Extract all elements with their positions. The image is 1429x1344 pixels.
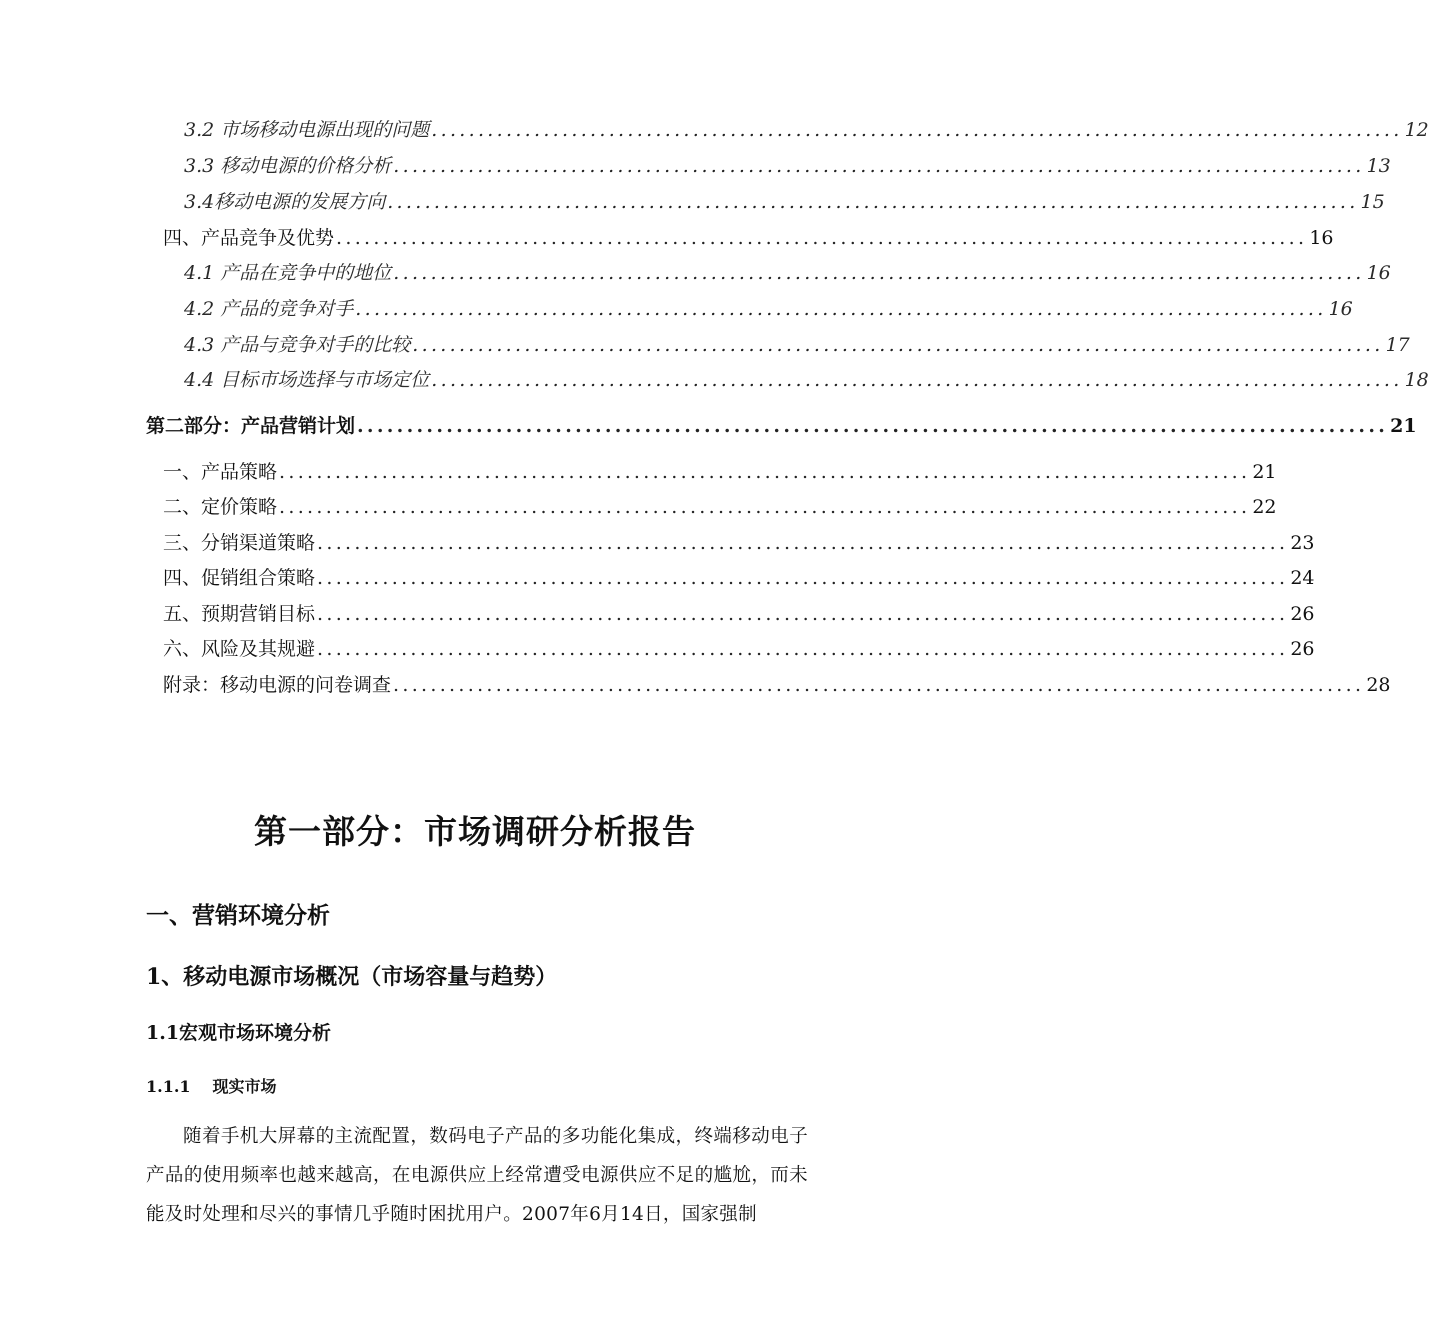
toc-entry-page: 21 xyxy=(1390,415,1417,437)
subsection-heading: 1、移动电源市场概况（市场容量与趋势） xyxy=(146,964,558,990)
toc-entry-page: 16 xyxy=(1366,262,1391,284)
toc-leader-dots: ........................................................................................................ xyxy=(431,119,1403,141)
toc-entry[interactable] xyxy=(184,149,1391,183)
minor-heading-text: 现实市场 xyxy=(212,1077,277,1096)
toc-entry-label: 3.4移动电源的发展方向 xyxy=(184,191,386,213)
toc-leader-dots: ........................................................................................................ xyxy=(387,191,1359,213)
toc-entry[interactable] xyxy=(163,455,1277,489)
toc-entry-label: 4.4 目标市场选择与市场定位 xyxy=(184,369,430,391)
toc-entry[interactable] xyxy=(163,490,1277,524)
toc-entry-label: 三、分销渠道策略 xyxy=(163,532,316,554)
toc-leader-dots: ........................................................................................................ xyxy=(393,155,1365,177)
subsubsection-heading: 1.1宏观市场环境分析 xyxy=(146,1022,332,1044)
toc-leader-dots: ........................................................................................................ xyxy=(355,298,1327,320)
toc-entry-label: 第二部分：产品营销计划 xyxy=(146,415,356,437)
toc-entry-page: 17 xyxy=(1385,334,1410,356)
toc-leader-dots: ........................................................................................................ xyxy=(279,461,1251,483)
toc-entry-page: 18 xyxy=(1404,369,1429,391)
toc-entry-page: 28 xyxy=(1366,674,1391,696)
toc-entry-label: 4.2 产品的竞争对手 xyxy=(184,298,354,320)
toc-entry-page: 13 xyxy=(1366,155,1391,177)
toc-entry[interactable] xyxy=(163,526,1315,560)
section-heading: 一、营销环境分析 xyxy=(146,902,330,929)
toc-leader-dots: ........................................................................................................ xyxy=(357,415,1389,437)
toc-leader-dots: ........................................................................................................ xyxy=(317,603,1289,625)
toc-entry[interactable] xyxy=(184,256,1391,290)
toc-leader-dots: ........................................................................................................ xyxy=(431,369,1403,391)
toc-entry[interactable] xyxy=(163,668,1391,702)
toc-entry-label: 一、产品策略 xyxy=(163,461,278,483)
toc-entry[interactable] xyxy=(163,221,1334,255)
toc-leader-dots: ........................................................................................................ xyxy=(393,262,1365,284)
toc-entry-page: 16 xyxy=(1328,298,1353,320)
toc-entry-page: 12 xyxy=(1404,119,1429,141)
body-paragraph: 随着手机大屏幕的主流配置，数码电子产品的多功能化集成，终端移动电子产品的使用频率也越来越高，在电源供应上经常遭受电源供应不足的尴尬，而未能及时处理和尽兴的事情几乎随时困扰用户。2007年6月14日，国家强制 xyxy=(146,1126,808,1225)
toc-entry-label: 4.3 产品与竞争对手的比较 xyxy=(184,334,411,356)
toc-leader-dots: ........................................................................................................ xyxy=(317,638,1289,660)
toc-entry-label: 五、预期营销目标 xyxy=(163,603,316,625)
toc-entry[interactable] xyxy=(184,328,1410,362)
toc-entry[interactable] xyxy=(163,561,1315,595)
minor-heading-number: 1.1.1 xyxy=(146,1077,191,1096)
toc-entry-page: 24 xyxy=(1290,567,1315,589)
toc-entry[interactable] xyxy=(163,597,1315,631)
toc-entry[interactable] xyxy=(163,632,1315,666)
toc-entry[interactable] xyxy=(184,113,1429,147)
toc-entry-label: 四、促销组合策略 xyxy=(163,567,316,589)
toc-entry-page: 22 xyxy=(1252,496,1277,518)
toc-entry-page: 15 xyxy=(1360,191,1385,213)
toc-entry-page: 16 xyxy=(1309,227,1334,249)
toc-entry-page: 23 xyxy=(1290,532,1315,554)
toc-entry-label: 4.1 产品在竞争中的地位 xyxy=(184,262,392,284)
toc-entry-page: 26 xyxy=(1290,603,1315,625)
toc-leader-dots: ........................................................................................................ xyxy=(279,496,1251,518)
toc-leader-dots: ........................................................................................................ xyxy=(336,227,1308,249)
toc-entry-label: 二、定价策略 xyxy=(163,496,278,518)
part-heading: 第一部分：市场调研分析报告 xyxy=(254,812,696,851)
toc-entry-label: 3.2 市场移动电源出现的问题 xyxy=(184,119,430,141)
toc-leader-dots: ........................................................................................................ xyxy=(317,567,1289,589)
toc-entry[interactable] xyxy=(184,185,1385,219)
toc-entry-page: 26 xyxy=(1290,638,1315,660)
toc-entry-part[interactable] xyxy=(146,409,1417,443)
minor-heading xyxy=(146,1074,277,1097)
toc-entry-label: 附录：移动电源的问卷调查 xyxy=(163,674,392,696)
toc-entry-label: 3.3 移动电源的价格分析 xyxy=(184,155,392,177)
toc-leader-dots: ........................................................................................................ xyxy=(393,674,1365,696)
toc-entry-label: 六、风险及其规避 xyxy=(163,638,316,660)
toc-leader-dots: ........................................................................................................ xyxy=(412,334,1384,356)
toc-entry-page: 21 xyxy=(1252,461,1277,483)
toc-leader-dots: ........................................................................................................ xyxy=(317,532,1289,554)
toc-entry[interactable] xyxy=(184,292,1353,326)
toc-entry[interactable] xyxy=(184,363,1429,397)
toc-entry-label: 四、产品竞争及优势 xyxy=(163,227,335,249)
